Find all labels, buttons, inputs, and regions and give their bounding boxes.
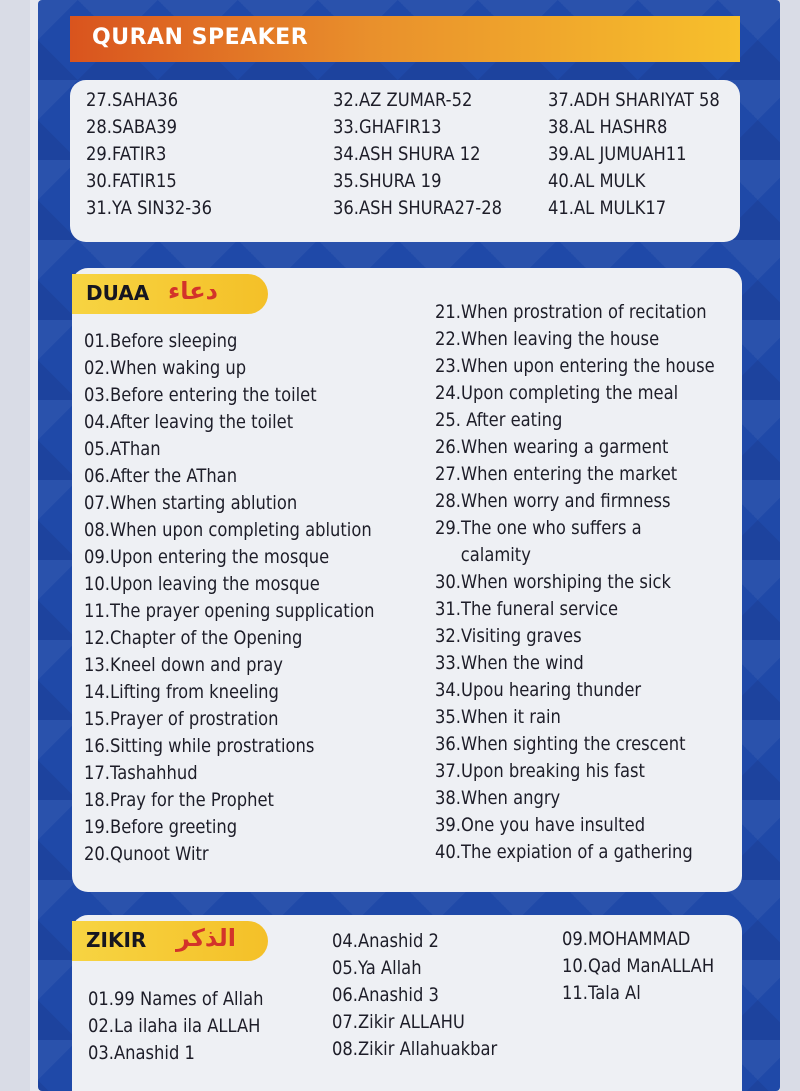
quran-column-2: [333, 87, 530, 222]
list-item: 27.When entering the market: [435, 463, 678, 485]
list-item: 29.FATIR3: [86, 143, 167, 165]
list-item: 04.Anashid 2: [332, 930, 439, 952]
zikir-title-arabic: الذكر: [176, 924, 236, 952]
list-item: 25. After eating: [435, 409, 563, 431]
list-item: 33.When the wind: [435, 652, 584, 674]
list-item: 36.ASH SHURA27-28: [333, 197, 502, 219]
list-item: 29.The one who suffers a: [435, 517, 642, 539]
list-item: 22.When leaving the house: [435, 328, 660, 350]
list-item: 41.AL MULK17: [548, 197, 667, 219]
list-item: 27.SAHA36: [86, 89, 179, 111]
list-item: 33.GHAFIR13: [333, 116, 442, 138]
duaa-title: DUAA: [86, 281, 150, 305]
list-item: 21.When prostration of recitation: [435, 301, 707, 323]
list-item: 28.SABA39: [86, 116, 178, 138]
list-item: 13.Kneel down and pray: [84, 654, 283, 676]
list-item: 30.When worshiping the sick: [435, 571, 671, 593]
list-item: 30.FATIR15: [86, 170, 177, 192]
zikir-column-1: [88, 986, 292, 1067]
list-item: 32.AZ ZUMAR-52: [333, 89, 473, 111]
list-item: 17.Tashahhud: [84, 762, 198, 784]
zikir-tag: [72, 921, 268, 961]
list-item: 06.After the AThan: [84, 465, 238, 487]
list-item: 39.AL JUMUAH11: [548, 143, 687, 165]
list-item: 19.Before greeting: [84, 816, 238, 838]
list-item: 23.When upon entering the house: [435, 355, 715, 377]
list-item: 03.Before entering the toilet: [84, 384, 317, 406]
list-item: 40.AL MULK: [548, 170, 646, 192]
quran-speaker-title: QURAN SPEAKER: [92, 25, 309, 50]
list-item: 04.After leaving the toilet: [84, 411, 294, 433]
list-item: 20.Qunoot Witr: [84, 843, 209, 865]
list-item: 34.Upou hearing thunder: [435, 679, 642, 701]
list-item: 15.Prayer of prostration: [84, 708, 279, 730]
duaa-panel: [72, 268, 742, 892]
list-item: 05.AThan: [84, 438, 161, 460]
list-item: 02.When waking up: [84, 357, 247, 379]
quran-column-3: [548, 87, 748, 222]
list-item: 09.MOHAMMAD: [562, 928, 691, 950]
list-item: 24.Upon completing the meal: [435, 382, 679, 404]
list-item: 18.Pray for the Prophet: [84, 789, 274, 811]
list-item: 01.99 Names of Allah: [88, 988, 264, 1010]
list-item: 35.When it rain: [435, 706, 561, 728]
list-item: 28.When worry and firmness: [435, 490, 671, 512]
list-item: 35.SHURA 19: [333, 170, 442, 192]
list-item: 36.When sighting the crescent: [435, 733, 686, 755]
list-item: 12.Chapter of the Opening: [84, 627, 303, 649]
list-item: 38.When angry: [435, 787, 561, 809]
list-item: 34.ASH SHURA 12: [333, 143, 481, 165]
list-item: 10.Upon leaving the mosque: [84, 573, 320, 595]
list-item: 16.Sitting while prostrations: [84, 735, 315, 757]
list-item: 38.AL HASHR8: [548, 116, 668, 138]
list-item: 11.Tala Al: [562, 982, 641, 1004]
list-item: 40.The expiation of a gathering: [435, 841, 693, 863]
list-item: 08.When upon completing ablution: [84, 519, 372, 541]
list-item: 31.The funeral service: [435, 598, 619, 620]
list-item: 07.When starting ablution: [84, 492, 298, 514]
quran-speaker-banner: [70, 16, 740, 62]
list-item-continuation: calamity: [460, 544, 531, 566]
zikir-column-2: [332, 928, 524, 1063]
list-item: 37.Upon breaking his fast: [435, 760, 645, 782]
quran-column-1: [86, 87, 232, 222]
list-item: 26.When wearing a garment: [435, 436, 669, 458]
list-item: 14.Lifting from kneeling: [84, 681, 279, 703]
list-item: 02.La ilaha ila ALLAH: [88, 1015, 261, 1037]
duaa-column-1: [84, 328, 422, 868]
quran-speaker-panel: [70, 80, 740, 242]
list-item: 05.Ya Allah: [332, 957, 422, 979]
list-item: 31.YA SIN32-36: [86, 197, 212, 219]
list-item: 09.Upon entering the mosque: [84, 546, 330, 568]
list-item: 32.Visiting graves: [435, 625, 582, 647]
duaa-column-2: [435, 299, 760, 866]
list-item: 03.Anashid 1: [88, 1042, 195, 1064]
list-item: 06.Anashid 3: [332, 984, 439, 1006]
list-item: 10.Qad ManALLAH: [562, 955, 715, 977]
list-item: 37.ADH SHARIYAT 58: [548, 89, 720, 111]
list-item: 08.Zikir Allahuakbar: [332, 1038, 498, 1060]
zikir-title: ZIKIR: [86, 928, 147, 952]
duaa-title-arabic: دعاء: [168, 277, 218, 305]
list-item: 07.Zikir ALLAHU: [332, 1011, 465, 1033]
zikir-panel: [72, 915, 742, 1091]
list-item: 39.One you have insulted: [435, 814, 646, 836]
zikir-column-3: [562, 926, 739, 1007]
list-item: 11.The prayer opening supplication: [84, 600, 375, 622]
list-item: 01.Before sleeping: [84, 330, 238, 352]
duaa-tag: [72, 274, 268, 314]
